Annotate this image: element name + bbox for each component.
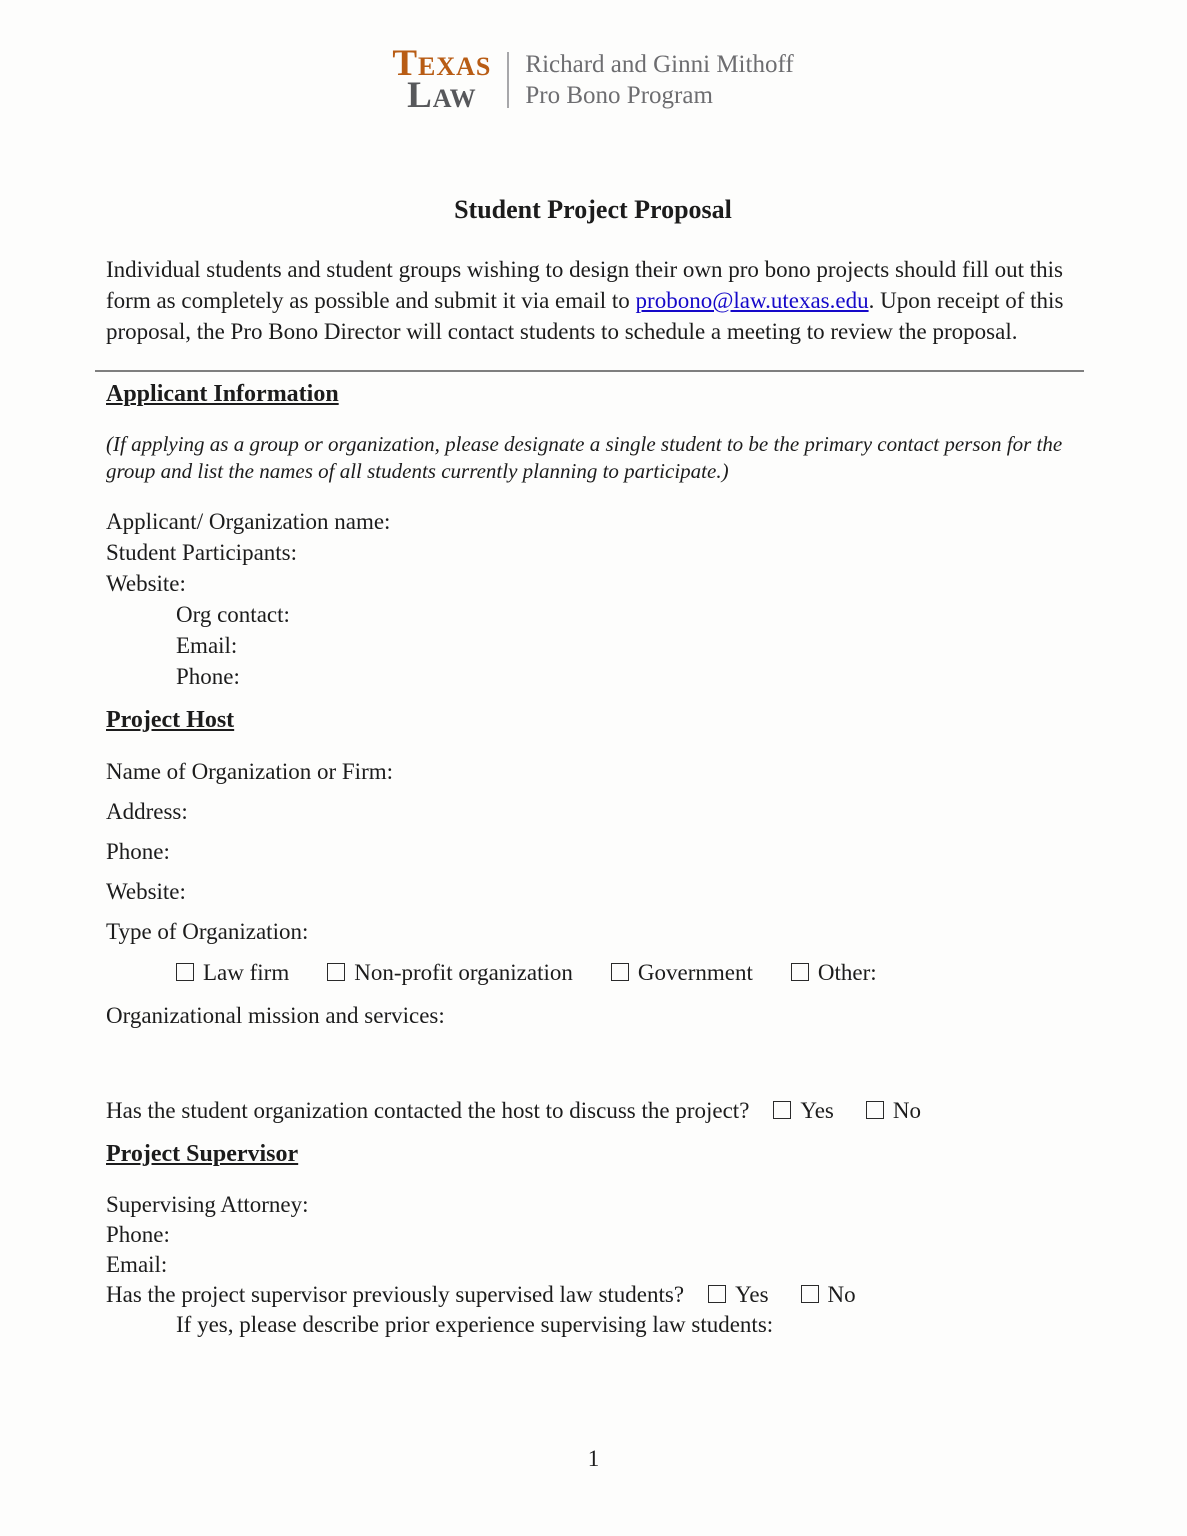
logo-texas-text: Texas: [392, 43, 492, 84]
applicant-email-label: Email:: [176, 633, 238, 658]
host-contact-question-row: [106, 1095, 1080, 1126]
intro-paragraph: [106, 254, 1080, 347]
supervisor-experience-question: Has the project supervisor previously supervised law students?: [106, 1281, 685, 1307]
page-number: 1: [587, 1446, 600, 1471]
supervisor-email-label: Email:: [106, 1251, 168, 1277]
other-checkbox[interactable]: [791, 963, 809, 981]
organization-type-options: [176, 957, 1080, 988]
applicant-website-label: Website:: [106, 571, 186, 596]
project-supervisor-heading: Project Supervisor: [106, 1140, 299, 1167]
page-title: Student Project Proposal: [454, 195, 732, 224]
project-host-heading: Project Host: [106, 707, 235, 733]
law-firm-checkbox[interactable]: [176, 963, 194, 981]
supervisor-experience-yes-label: Yes: [735, 1281, 769, 1307]
host-contact-no-label: No: [892, 1097, 921, 1123]
supervisor-phone-label: Phone:: [106, 1221, 170, 1247]
supervisor-experience-yes-checkbox[interactable]: [708, 1285, 726, 1303]
header: [106, 43, 1080, 116]
host-contact-yes-label: Yes: [800, 1097, 834, 1123]
host-contact-no-option: [866, 1098, 921, 1123]
program-name-line2: Pro Bono Program: [525, 82, 713, 109]
applicant-fields: [106, 506, 1080, 692]
mission-label: Organizational mission and services:: [106, 1002, 445, 1028]
program-name-line1: Richard and Ginni Mithoff: [525, 51, 794, 78]
host-contact-yes-checkbox[interactable]: [773, 1101, 791, 1119]
law-firm-option: [176, 957, 289, 988]
applicant-name-label: Applicant/ Organization name:: [106, 509, 391, 534]
supervisor-experience-question-row: [106, 1280, 1080, 1310]
host-type-label: Type of Organization:: [106, 918, 309, 944]
host-name-label: Name of Organization or Firm:: [106, 758, 394, 784]
supervisor-experience-no-checkbox[interactable]: [801, 1285, 819, 1303]
supervisor-experience-no-label: No: [827, 1281, 856, 1307]
applicant-information-note: (If applying as a group or organization, please designate a single student to be the primary contact person for the group and list the names of all students currently planning to participate.): [106, 432, 1063, 483]
logo-law-text: Law: [407, 75, 477, 116]
intro-text-after: . Upon receipt of this proposal, the Pro Bono Director will contact students to schedule a meeting to review the proposal.: [106, 288, 1064, 344]
non-profit-option: [327, 957, 573, 988]
org-contact-label: Org contact:: [176, 602, 290, 627]
applicant-information-heading: Applicant Information: [106, 381, 339, 407]
non-profit-checkbox[interactable]: [327, 963, 345, 981]
government-option: [611, 957, 753, 988]
host-website-label: Website:: [106, 878, 186, 904]
student-participants-label: Student Participants:: [106, 540, 298, 565]
host-contact-yes-option: [773, 1098, 833, 1123]
host-phone-label: Phone:: [106, 838, 170, 864]
other-label: Other:: [817, 959, 877, 985]
probono-email-link[interactable]: probono@law.utexas.edu: [635, 288, 869, 313]
section-divider-rule: [95, 370, 1084, 372]
host-address-label: Address:: [106, 798, 188, 824]
texas-law-logo: [392, 43, 492, 116]
law-firm-label: Law firm: [203, 959, 290, 985]
host-contact-no-checkbox[interactable]: [866, 1101, 884, 1119]
other-option: [791, 957, 877, 988]
applicant-phone-label: Phone:: [176, 664, 240, 689]
non-profit-label: Non-profit organization: [354, 959, 573, 985]
host-contact-question: Has the student organization contacted the host to discuss the project?: [106, 1097, 750, 1123]
program-name: [525, 49, 793, 111]
supervising-attorney-label: Supervising Attorney:: [106, 1191, 309, 1217]
intro-text-before: Individual students and student groups wishing to design their own pro bono projects should fill out this form as completely as possible and submit it via email to: [106, 257, 1063, 313]
supervisor-experience-followup: If yes, please describe prior experience supervising law students:: [176, 1311, 774, 1337]
logo-divider: [507, 52, 509, 108]
supervisor-experience-no-option: [801, 1282, 856, 1307]
government-label: Government: [637, 959, 753, 985]
government-checkbox[interactable]: [611, 963, 629, 981]
supervisor-experience-yes-option: [708, 1282, 768, 1307]
